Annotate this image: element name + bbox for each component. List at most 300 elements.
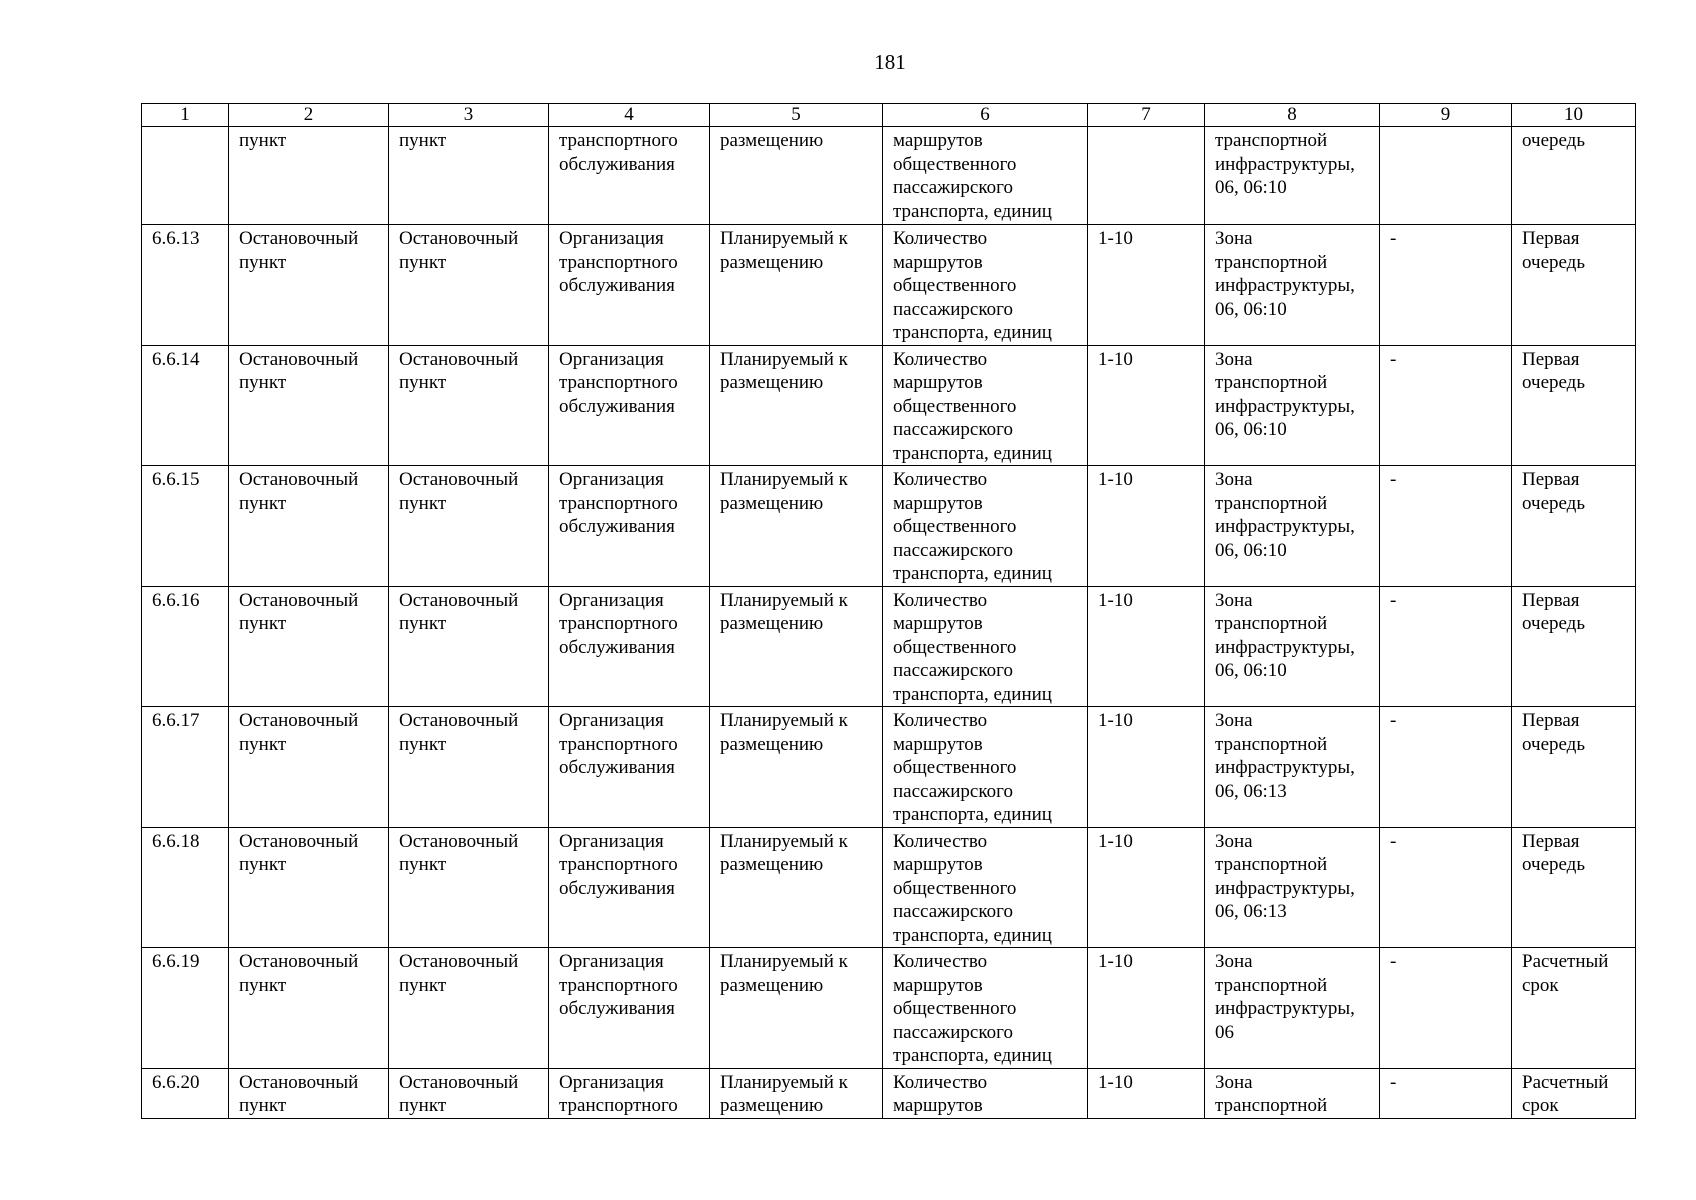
cell-text-line: пассажирского <box>893 901 1013 922</box>
cell-text-line: Остановочный <box>239 589 359 611</box>
cell-number <box>142 827 229 948</box>
cell-text-line: 6.6.13 <box>152 228 200 249</box>
cell-text-line: 06, 06:13 <box>1215 901 1287 922</box>
cell-text-line: транспортного <box>559 251 678 273</box>
column-header: 6 <box>883 104 1088 127</box>
cell-term <box>1512 707 1636 828</box>
cell-text-line: Организация <box>559 469 664 490</box>
cell-text-line: общественного <box>893 877 1017 899</box>
cell-status <box>710 127 883 225</box>
cell-text-line: общественного <box>893 516 1017 537</box>
table-row <box>142 225 1636 346</box>
cell-text-line: 1-10 <box>1098 830 1133 852</box>
cell-text-line: Зона <box>1215 228 1253 249</box>
cell-purpose <box>549 586 710 707</box>
cell-zone <box>1205 127 1380 225</box>
column-header: 10 <box>1512 104 1636 127</box>
cell-purpose <box>549 707 710 828</box>
cell-text-line: инфраструктуры, <box>1215 998 1355 1019</box>
cell-text-line: Планируемый к <box>720 1071 848 1093</box>
cell-text-line: Остановочный <box>239 348 359 370</box>
cell-text-line: - <box>1390 469 1397 490</box>
cell-text-line: Зона <box>1215 1071 1253 1093</box>
cell-term <box>1512 225 1636 346</box>
cell-text-line: пункт <box>239 854 287 875</box>
cell-text-line: транспорта, единиц <box>893 924 1052 946</box>
cell-characteristic-name <box>883 225 1088 346</box>
cell-text-line: размещению <box>720 733 824 755</box>
cell-text-line: очередь <box>1522 130 1586 151</box>
cell-text-line: 1-10 <box>1098 469 1133 490</box>
cell-text-line: 6.6.20 <box>152 1071 200 1093</box>
cell-term <box>1512 1068 1636 1118</box>
cell-object-name <box>389 127 549 225</box>
cell-zone <box>1205 707 1380 828</box>
cell-text-line: Количество <box>893 469 988 490</box>
column-header: 3 <box>389 104 549 127</box>
cell-characteristic-value <box>1088 586 1205 707</box>
cell-object-type <box>229 466 389 587</box>
cell-text-line: пункт <box>239 733 287 755</box>
cell-text-line: обслуживания <box>559 757 675 778</box>
cell-zone <box>1205 466 1380 587</box>
cell-text-line: очередь <box>1522 854 1586 875</box>
cell-text-line: Организация <box>559 228 664 249</box>
cell-text-line: инфраструктуры, <box>1215 275 1355 296</box>
cell-text-line: - <box>1390 830 1397 852</box>
table-row <box>142 827 1636 948</box>
cell-text-line: Зона <box>1215 830 1253 852</box>
cell-text-line: пункт <box>239 492 287 514</box>
cell-text-line: Остановочный <box>399 1071 519 1093</box>
cell-text-line: Остановочный <box>399 589 519 611</box>
cell-text-line: инфраструктуры, <box>1215 395 1355 417</box>
cell-text-line: Планируемый к <box>720 228 848 249</box>
cell-text-line: Количество <box>893 951 988 972</box>
cell-text-line: общественного <box>893 998 1017 1019</box>
cell-sanitary-zone <box>1380 948 1512 1069</box>
page-number: 181 <box>874 50 906 74</box>
cell-term <box>1512 466 1636 587</box>
column-header: 5 <box>710 104 883 127</box>
cell-object-type <box>229 127 389 225</box>
cell-text-line: пункт <box>399 492 447 514</box>
cell-text-line: Первая <box>1522 710 1580 731</box>
cell-characteristic-name <box>883 127 1088 225</box>
cell-text-line: маршрутов <box>893 130 983 151</box>
cell-text-line: транспортного <box>559 733 678 755</box>
cell-text-line: пункт <box>399 130 447 151</box>
cell-status <box>710 225 883 346</box>
cell-text-line: маршрутов <box>893 613 983 634</box>
cell-text-line: 1-10 <box>1098 589 1133 611</box>
cell-text-line: пассажирского <box>893 298 1013 320</box>
cell-text-line: размещению <box>720 130 824 151</box>
cell-text-line: 6.6.18 <box>152 830 200 852</box>
cell-characteristic-name <box>883 586 1088 707</box>
cell-text-line: 6.6.14 <box>152 348 200 370</box>
cell-sanitary-zone <box>1380 586 1512 707</box>
cell-text-line: размещению <box>720 251 824 273</box>
cell-text-line: очередь <box>1522 492 1586 514</box>
cell-text-line: 1-10 <box>1098 951 1133 972</box>
cell-text-line: транспортной <box>1215 492 1328 514</box>
cell-text-line: Остановочный <box>239 469 359 490</box>
cell-text-line: срок <box>1522 974 1559 996</box>
cell-number <box>142 127 229 225</box>
cell-text-line: Зона <box>1215 348 1253 370</box>
cell-text-line: пассажирского <box>893 660 1013 681</box>
cell-text-line: Остановочный <box>239 830 359 852</box>
cell-text-line: Количество <box>893 228 988 249</box>
cell-object-type <box>229 1068 389 1118</box>
cell-status <box>710 345 883 466</box>
cell-sanitary-zone <box>1380 466 1512 587</box>
cell-text-line: пункт <box>399 1095 447 1116</box>
cell-text-line: очередь <box>1522 613 1586 634</box>
cell-text-line: Остановочный <box>399 830 519 852</box>
cell-text-line: транспортного <box>559 1095 678 1116</box>
cell-object-name <box>389 466 549 587</box>
cell-text-line: общественного <box>893 153 1017 175</box>
cell-text-line: Планируемый к <box>720 951 848 972</box>
cell-text-line: маршрутов <box>893 974 983 996</box>
cell-text-line: 1-10 <box>1098 1071 1133 1093</box>
cell-text-line: Первая <box>1522 228 1580 249</box>
cell-text-line: общественного <box>893 636 1017 658</box>
cell-zone <box>1205 948 1380 1069</box>
cell-text-line: инфраструктуры, <box>1215 153 1355 175</box>
cell-zone <box>1205 225 1380 346</box>
cell-object-type <box>229 827 389 948</box>
cell-text-line: 1-10 <box>1098 710 1133 731</box>
cell-text-line: пассажирского <box>893 1021 1013 1043</box>
cell-text-line: транспорта, единиц <box>893 563 1052 584</box>
cell-text-line: 6.6.16 <box>152 589 200 611</box>
cell-text-line: Первая <box>1522 348 1580 370</box>
cell-text-line: Остановочный <box>399 951 519 972</box>
cell-status <box>710 1068 883 1118</box>
cell-text-line: общественного <box>893 757 1017 778</box>
cell-object-name <box>389 586 549 707</box>
table-row <box>142 127 1636 225</box>
column-header: 4 <box>549 104 710 127</box>
cell-text-line: пункт <box>239 130 287 151</box>
cell-text-line: 06, 06:10 <box>1215 419 1287 440</box>
cell-text-line: очередь <box>1522 251 1586 273</box>
cell-text-line: - <box>1390 710 1397 731</box>
cell-text-line: Остановочный <box>399 228 519 249</box>
cell-text-line: обслуживания <box>559 395 675 417</box>
cell-text-line: - <box>1390 1071 1397 1093</box>
table-row <box>142 707 1636 828</box>
cell-text-line: маршрутов <box>893 251 983 273</box>
cell-zone <box>1205 586 1380 707</box>
cell-purpose <box>549 466 710 587</box>
cell-text-line: обслуживания <box>559 998 675 1019</box>
cell-text-line: Зона <box>1215 951 1253 972</box>
cell-text-line: срок <box>1522 1095 1559 1116</box>
cell-text-line: Остановочный <box>399 710 519 731</box>
cell-object-name <box>389 1068 549 1118</box>
cell-text-line: транспортной <box>1215 854 1328 875</box>
cell-text-line: Количество <box>893 1071 988 1093</box>
cell-number <box>142 225 229 346</box>
cell-text-line: 06, 06:10 <box>1215 177 1287 198</box>
cell-characteristic-value <box>1088 127 1205 225</box>
cell-object-type <box>229 707 389 828</box>
cell-purpose <box>549 827 710 948</box>
cell-text-line: 06 <box>1215 1021 1234 1043</box>
cell-object-name <box>389 345 549 466</box>
cell-sanitary-zone <box>1380 345 1512 466</box>
cell-text-line: - <box>1390 589 1397 611</box>
cell-text-line: Расчетный <box>1522 1071 1609 1093</box>
cell-object-name <box>389 707 549 828</box>
cell-text-line: транспорта, единиц <box>893 322 1052 343</box>
cell-sanitary-zone <box>1380 707 1512 828</box>
cell-text-line: Организация <box>559 589 664 611</box>
table-row <box>142 345 1636 466</box>
cell-text-line: обслуживания <box>559 153 675 175</box>
cell-status <box>710 466 883 587</box>
objects-table <box>141 103 1636 1119</box>
table-body <box>142 127 1636 1119</box>
cell-status <box>710 948 883 1069</box>
cell-text-line: Количество <box>893 348 988 370</box>
cell-purpose <box>549 345 710 466</box>
cell-text-line: пункт <box>399 251 447 273</box>
cell-text-line: транспортного <box>559 130 678 151</box>
cell-text-line: транспортной <box>1215 1095 1328 1116</box>
cell-text-line: транспорта, единиц <box>893 683 1052 705</box>
cell-characteristic-name <box>883 466 1088 587</box>
cell-characteristic-value <box>1088 225 1205 346</box>
cell-text-line: транспортного <box>559 492 678 514</box>
cell-zone <box>1205 827 1380 948</box>
cell-text-line: 6.6.19 <box>152 951 200 972</box>
cell-text-line: обслуживания <box>559 275 675 296</box>
cell-text-line: пассажирского <box>893 419 1013 440</box>
cell-text-line: Организация <box>559 830 664 852</box>
cell-zone <box>1205 1068 1380 1118</box>
cell-text-line: инфраструктуры, <box>1215 636 1355 658</box>
cell-text-line: транспортной <box>1215 613 1328 634</box>
cell-text-line: пассажирского <box>893 780 1013 802</box>
cell-text-line: Планируемый к <box>720 589 848 611</box>
cell-text-line: Остановочный <box>239 951 359 972</box>
cell-sanitary-zone <box>1380 1068 1512 1118</box>
table-row <box>142 948 1636 1069</box>
cell-text-line: инфраструктуры, <box>1215 877 1355 899</box>
cell-term <box>1512 345 1636 466</box>
cell-text-line: Организация <box>559 710 664 731</box>
column-header: 1 <box>142 104 229 127</box>
cell-text-line: транспорта, единиц <box>893 804 1052 825</box>
cell-text-line: транспортного <box>559 854 678 875</box>
cell-text-line: пункт <box>239 251 287 273</box>
cell-text-line: Первая <box>1522 469 1580 490</box>
cell-text-line: пункт <box>399 613 447 634</box>
cell-text-line: очередь <box>1522 372 1586 393</box>
cell-text-line: обслуживания <box>559 516 675 537</box>
cell-number <box>142 948 229 1069</box>
cell-sanitary-zone <box>1380 225 1512 346</box>
cell-characteristic-value <box>1088 948 1205 1069</box>
cell-text-line: пункт <box>239 1095 287 1116</box>
cell-text-line: Остановочный <box>239 228 359 249</box>
cell-text-line: обслуживания <box>559 877 675 899</box>
cell-text-line: транспорта, единиц <box>893 442 1052 464</box>
cell-characteristic-name <box>883 948 1088 1069</box>
cell-number <box>142 707 229 828</box>
cell-zone <box>1205 345 1380 466</box>
cell-text-line: Планируемый к <box>720 469 848 490</box>
cell-object-name <box>389 827 549 948</box>
cell-text-line: общественного <box>893 395 1017 417</box>
cell-text-line: транспорта, единиц <box>893 1045 1052 1066</box>
cell-characteristic-name <box>883 1068 1088 1118</box>
cell-text-line: транспортной <box>1215 130 1328 151</box>
cell-text-line: транспортной <box>1215 372 1328 393</box>
cell-text-line: Расчетный <box>1522 951 1609 972</box>
table-row <box>142 586 1636 707</box>
cell-text-line: Планируемый к <box>720 710 848 731</box>
cell-text-line: размещению <box>720 372 824 393</box>
cell-text-line: общественного <box>893 275 1017 296</box>
cell-text-line: пункт <box>239 613 287 634</box>
cell-text-line: пункт <box>399 974 447 996</box>
cell-text-line: 1-10 <box>1098 348 1133 370</box>
cell-text-line: маршрутов <box>893 1095 983 1116</box>
cell-text-line: маршрутов <box>893 492 983 514</box>
cell-object-name <box>389 225 549 346</box>
cell-object-name <box>389 948 549 1069</box>
cell-status <box>710 586 883 707</box>
cell-text-line: - <box>1390 951 1397 972</box>
cell-text-line: 6.6.15 <box>152 469 200 490</box>
cell-text-line: 06, 06:13 <box>1215 780 1287 802</box>
cell-text-line: транспортной <box>1215 251 1328 273</box>
cell-text-line: маршрутов <box>893 372 983 393</box>
cell-number <box>142 1068 229 1118</box>
cell-text-line: транспортной <box>1215 733 1328 755</box>
cell-text-line: транспорта, единиц <box>893 200 1052 222</box>
cell-text-line: пассажирского <box>893 177 1013 198</box>
cell-text-line: маршрутов <box>893 854 983 875</box>
cell-text-line: Количество <box>893 589 988 611</box>
cell-text-line: обслуживания <box>559 636 675 658</box>
cell-status <box>710 707 883 828</box>
cell-sanitary-zone <box>1380 127 1512 225</box>
cell-purpose <box>549 127 710 225</box>
cell-text-line: Первая <box>1522 589 1580 611</box>
cell-text-line: размещению <box>720 1095 824 1116</box>
cell-text-line: 1-10 <box>1098 228 1133 249</box>
cell-text-line: транспортной <box>1215 974 1328 996</box>
cell-object-type <box>229 225 389 346</box>
cell-text-line: 6.6.17 <box>152 710 200 731</box>
cell-text-line: пункт <box>399 854 447 875</box>
cell-characteristic-value <box>1088 345 1205 466</box>
cell-text-line: Зона <box>1215 589 1253 611</box>
cell-text-line: Остановочный <box>399 469 519 490</box>
cell-text-line: транспортного <box>559 372 678 393</box>
cell-number <box>142 466 229 587</box>
cell-text-line: - <box>1390 228 1397 249</box>
column-header: 2 <box>229 104 389 127</box>
cell-text-line: Первая <box>1522 830 1580 852</box>
cell-term <box>1512 586 1636 707</box>
cell-text-line: пассажирского <box>893 539 1013 561</box>
cell-characteristic-value <box>1088 466 1205 587</box>
cell-text-line: пункт <box>399 372 447 393</box>
cell-purpose <box>549 1068 710 1118</box>
column-header: 7 <box>1088 104 1205 127</box>
cell-text-line: Планируемый к <box>720 830 848 852</box>
cell-text-line: размещению <box>720 974 824 996</box>
cell-sanitary-zone <box>1380 827 1512 948</box>
cell-text-line: транспортного <box>559 974 678 996</box>
header-row <box>142 104 1636 127</box>
cell-text-line: Зона <box>1215 469 1253 490</box>
cell-purpose <box>549 225 710 346</box>
cell-text-line: Количество <box>893 830 988 852</box>
table-row <box>142 466 1636 587</box>
cell-text-line: транспортного <box>559 613 678 634</box>
cell-object-type <box>229 345 389 466</box>
cell-characteristic-value <box>1088 707 1205 828</box>
cell-text-line: Организация <box>559 348 664 370</box>
cell-text-line: Зона <box>1215 710 1253 731</box>
cell-characteristic-name <box>883 345 1088 466</box>
cell-characteristic-value <box>1088 1068 1205 1118</box>
column-header: 9 <box>1380 104 1512 127</box>
cell-purpose <box>549 948 710 1069</box>
cell-characteristic-name <box>883 827 1088 948</box>
cell-text-line: Остановочный <box>239 1071 359 1093</box>
cell-text-line: пункт <box>399 733 447 755</box>
cell-text-line: очередь <box>1522 733 1586 755</box>
cell-text-line: Количество <box>893 710 988 731</box>
cell-number <box>142 586 229 707</box>
cell-text-line: пункт <box>239 372 287 393</box>
cell-text-line: инфраструктуры, <box>1215 516 1355 537</box>
cell-object-type <box>229 948 389 1069</box>
cell-text-line: 06, 06:10 <box>1215 539 1287 561</box>
cell-text-line: Остановочный <box>239 710 359 731</box>
cell-text-line: 06, 06:10 <box>1215 298 1287 320</box>
cell-text-line: размещению <box>720 492 824 514</box>
cell-term <box>1512 827 1636 948</box>
cell-term <box>1512 127 1636 225</box>
cell-text-line: размещению <box>720 854 824 875</box>
cell-term <box>1512 948 1636 1069</box>
cell-text-line: 06, 06:10 <box>1215 660 1287 681</box>
cell-text-line: - <box>1390 348 1397 370</box>
cell-text-line: маршрутов <box>893 733 983 755</box>
cell-text-line: инфраструктуры, <box>1215 757 1355 778</box>
cell-characteristic-name <box>883 707 1088 828</box>
cell-number <box>142 345 229 466</box>
table-row <box>142 1068 1636 1118</box>
cell-text-line: Организация <box>559 951 664 972</box>
cell-text-line: размещению <box>720 613 824 634</box>
cell-text-line: Планируемый к <box>720 348 848 370</box>
cell-characteristic-value <box>1088 827 1205 948</box>
cell-status <box>710 827 883 948</box>
cell-text-line: Остановочный <box>399 348 519 370</box>
